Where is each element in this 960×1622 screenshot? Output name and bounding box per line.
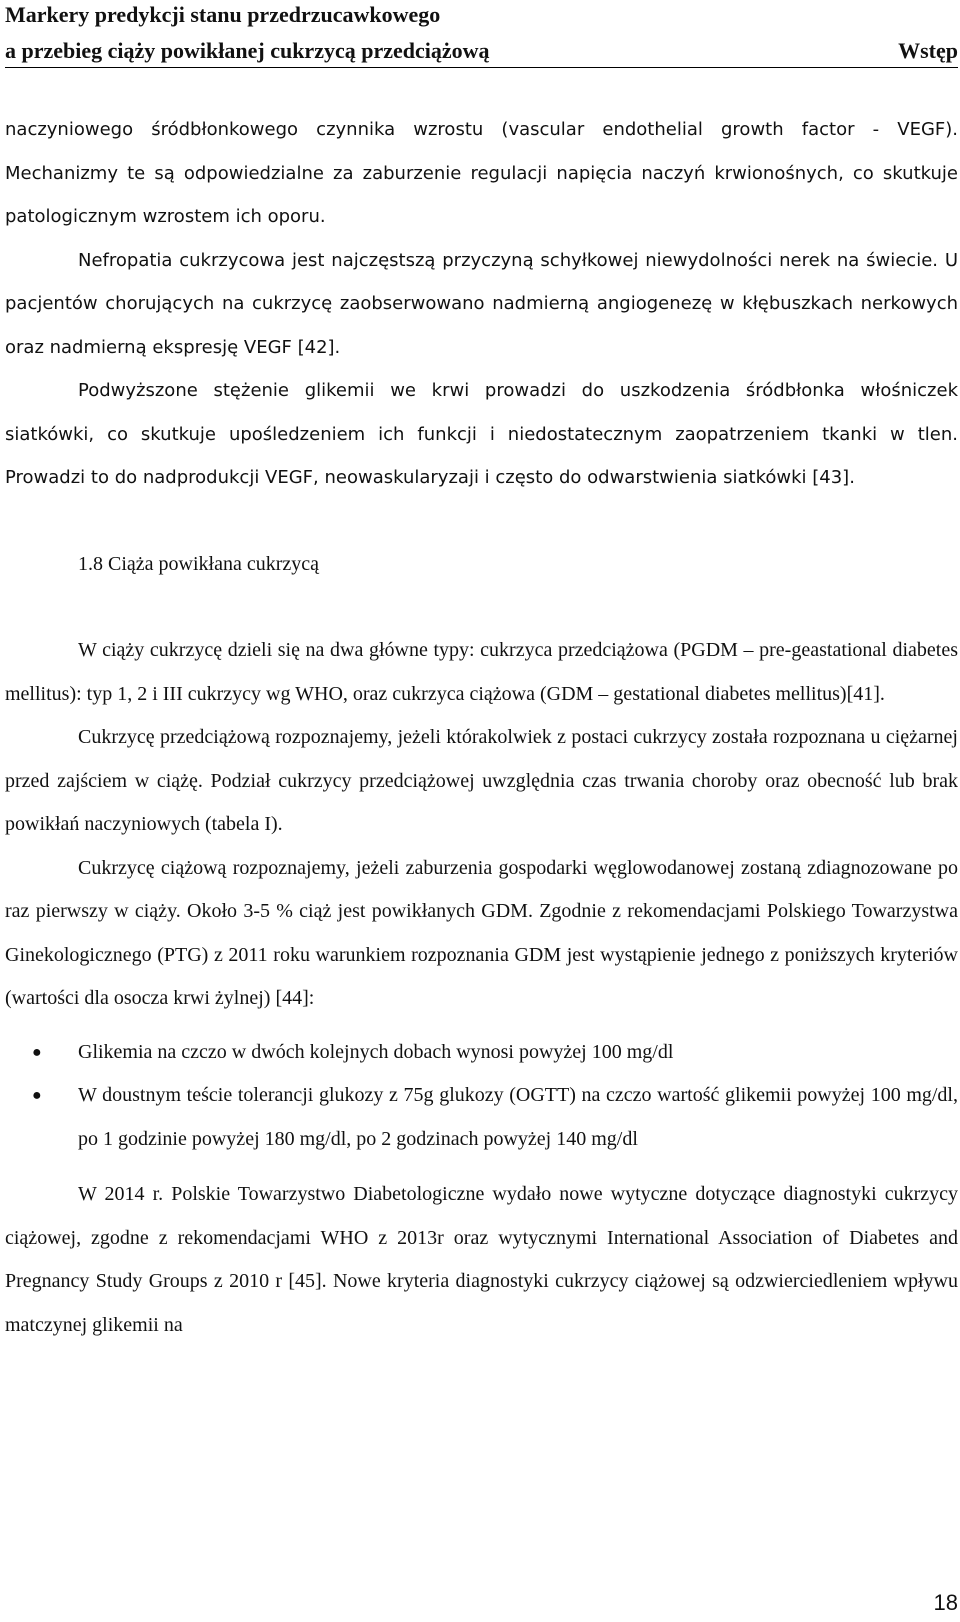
- header-title-line1: Markery predykcji stanu przedrzucawkowego: [5, 2, 441, 27]
- page-number: 18: [933, 1590, 958, 1615]
- list-item: [5, 1074, 958, 1161]
- header-section: Wstęp: [898, 38, 958, 63]
- list-item: [5, 1031, 958, 1075]
- paragraph-pgdm: Cukrzycę przedciążową rozpoznajemy, jeżeli którakolwiek z postaci cukrzycy została rozpoznana u ciężarnej przed zajściem w ciążę. Podział cukrzycy przedciążowej uwzględnia czas trwania choroby oraz obecność lub brak powikłań naczyniowych (tabela I).: [5, 726, 958, 835]
- bullet-icon: ●: [32, 1043, 42, 1061]
- paragraph-nephropathy: Nefropatia cukrzycowa jest najczęstszą przyczyną schyłkowej niewydolności nerek na świecie. U pacjentów chorujących na cukrzycę zaobserwowano nadmierną angiogenezę w kłębuszkach nerkowych oraz nadmierną ekspresję VEGF [42].: [5, 249, 958, 358]
- list-item-text: W doustnym teście tolerancji glukozy z 75g glukozy (OGTT) na czczo wartość glikemii powyżej 100 mg/dl, po 1 godzinie powyżej 180 mg/dl, po 2 godzinach powyżej 140 mg/dl: [78, 1084, 958, 1150]
- bullet-icon: ●: [32, 1087, 42, 1104]
- paragraph-types: W ciąży cukrzycę dzieli się na dwa główne typy: cukrzyca przedciążowa (PGDM – pre-geastational diabetes mellitus): typ 1, 2 i III cukrzycy wg WHO, oraz cukrzyca ciążowa (GDM – gestational diabetes mellitus)[41].: [5, 639, 958, 705]
- section-heading: 1.8 Ciąża powikłana cukrzycą: [78, 552, 320, 575]
- list-item-text: Glikemia na czczo w dwóch kolejnych dobach wynosi powyżej 100 mg/dl: [78, 1040, 674, 1063]
- paragraph-ptd-2014: W 2014 r. Polskie Towarzystwo Diabetologiczne wydało nowe wytyczne dotyczące diagnostyki cukrzycy ciążowej, zgodne z rekomendacjami WHO z 2013r oraz wytycznymi International Association of Diabetes and Pregnancy Study Groups z 2010 r [45]. Nowe kryteria diagnostyki cukrzycy ciążowej są odzwierciedleniem wpływu matczynej glikemii na: [5, 1183, 958, 1336]
- running-header: [5, 0, 958, 68]
- paragraph-gdm: Cukrzycę ciążową rozpoznajemy, jeżeli zaburzenia gospodarki węglowodanowej zostaną zdiagnozowane po raz pierwszy w ciąży. Około 3-5 % ciąż jest powikłanych GDM. Zgodnie z rekomendacjami Polskiego Towarzystwa Ginekologicznego (PTG) z 2011 roku warunkiem rozpoznania GDM jest wystąpienie jednego z poniższych kryteriów (wartości dla osocza krwi żylnej) [44]:: [5, 856, 958, 1009]
- paragraph-retina: Podwyższone stężenie glikemii we krwi prowadzi do uszkodzenia śródbłonka włośniczek siatkówki, co skutkuje upośledzeniem ich funkcji i niedostatecznym zaopatrzeniem tkanki w tlen. Prowadzi to do nadprodukcji VEGF, neowaskularyzaji i często do odwarstwienia siatkówki [43].: [5, 380, 958, 488]
- criteria-list: [5, 1031, 958, 1162]
- page-body: [5, 108, 958, 1347]
- paragraph-vegf: naczyniowego śródbłonkowego czynnika wzrostu (vascular endothelial growth factor - VEGF). Mechanizmy te są odpowiedzialne za zaburzenie regulacji napięcia naczyń krwionośnych, co skutkuje patologicznym wzrostem ich oporu.: [5, 119, 958, 227]
- header-title-line2: a przebieg ciąży powikłanej cukrzycą przedciążową: [5, 38, 490, 63]
